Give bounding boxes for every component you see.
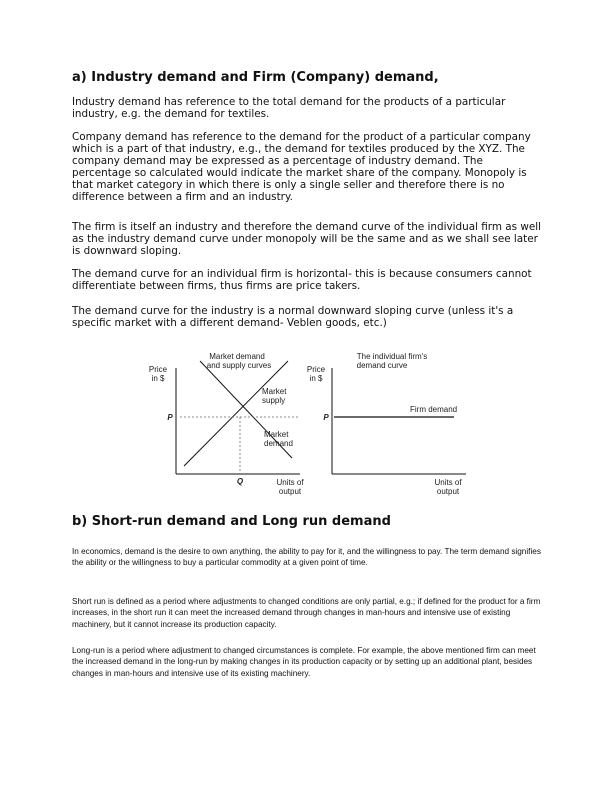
- section-b-paragraph: Long-run is a period where adjustment to changed circumstances is complete. For example, the above mentioned firm can meet the increased demand in the long-run by making changes in its production capacity or by setting up an additional plant, besides changes in man-hours and intensive use of its existing machinery.: [72, 646, 536, 678]
- right-y-axis-label-line2: in $: [309, 374, 323, 383]
- demand-curves-figure: [0, 348, 612, 508]
- left-p-label: P: [167, 413, 173, 422]
- right-y-axis-label-line1: Price: [306, 365, 326, 374]
- right-x-axis-label-line1: Units of: [434, 478, 462, 487]
- firm-demand-label: Firm demand: [410, 405, 458, 414]
- section-b-heading: b) Short-run demand and Long run demand: [72, 514, 391, 529]
- market-supply-label-line1: Market: [262, 387, 287, 396]
- market-demand-label-line2: demand: [264, 439, 293, 448]
- section-a-paragraph: The firm is itself an industry and therefore the demand curve of the individual firm as well as the industry demand curve under monopoly will be the same and as we shall see later is downward sloping.: [72, 221, 542, 258]
- market-demand-label-line1: Market: [264, 430, 289, 439]
- right-title-line2: demand curve: [356, 361, 408, 370]
- section-a-paragraph: Company demand has reference to the demand for the product of a particular company which is a part of that industry, e.g., the demand for textiles produced by the XYZ. The company demand may be expressed as a percentage of industry demand. The percentage so calculated would indicate the market share of the company. Monopoly is that market category in which there is only a single seller and therefore there is no difference between a firm and an industry.: [72, 131, 531, 204]
- left-x-axis-label-line2: output: [278, 487, 302, 496]
- right-p-label: P: [323, 413, 329, 422]
- left-x-axis-label-line1: Units of: [276, 478, 304, 487]
- section-a-heading: a) Industry demand and Firm (Company) demand,: [72, 70, 439, 85]
- section-a-paragraph: The demand curve for an individual firm is horizontal- this is because consumers cannot differentiate between firms, thus firms are price takers.: [72, 268, 532, 293]
- left-y-axis-label-line1: Price: [148, 365, 168, 374]
- left-title-line1: Market demand: [209, 352, 265, 361]
- right-x-axis-label-line2: output: [436, 487, 460, 496]
- section-b-paragraph: Short run is defined as a period where adjustments to changed conditions are only partial, e.g.; if defined for the product for a firm increases, in the short run it can meet the increased demand through changes in man-hours and intensive use of existing machinery, but it cannot increase its production capacity.: [72, 597, 541, 629]
- left-title-line2: and supply curves: [206, 361, 272, 370]
- right-title-line1: The individual firm's: [356, 352, 428, 361]
- market-supply-label-line2: supply: [262, 396, 286, 405]
- firm-demand-diagram: [307, 352, 466, 496]
- section-a-paragraph: Industry demand has reference to the total demand for the products of a particular industry, e.g. the demand for textiles.: [72, 96, 506, 121]
- q-label: Q: [236, 477, 244, 486]
- market-supply-curve: [184, 361, 288, 466]
- left-y-axis-label-line2: in $: [151, 374, 165, 383]
- market-demand-supply-diagram: [149, 352, 304, 496]
- section-b-paragraph: In economics, demand is the desire to own anything, the ability to pay for it, and the willingness to pay. The term demand signifies the ability or the willingness to buy a particular commodity at a given point of time.: [72, 547, 541, 568]
- section-a-paragraph: The demand curve for the industry is a normal downward sloping curve (unless it's a specific market with a different demand- Veblen goods, etc.): [72, 305, 514, 330]
